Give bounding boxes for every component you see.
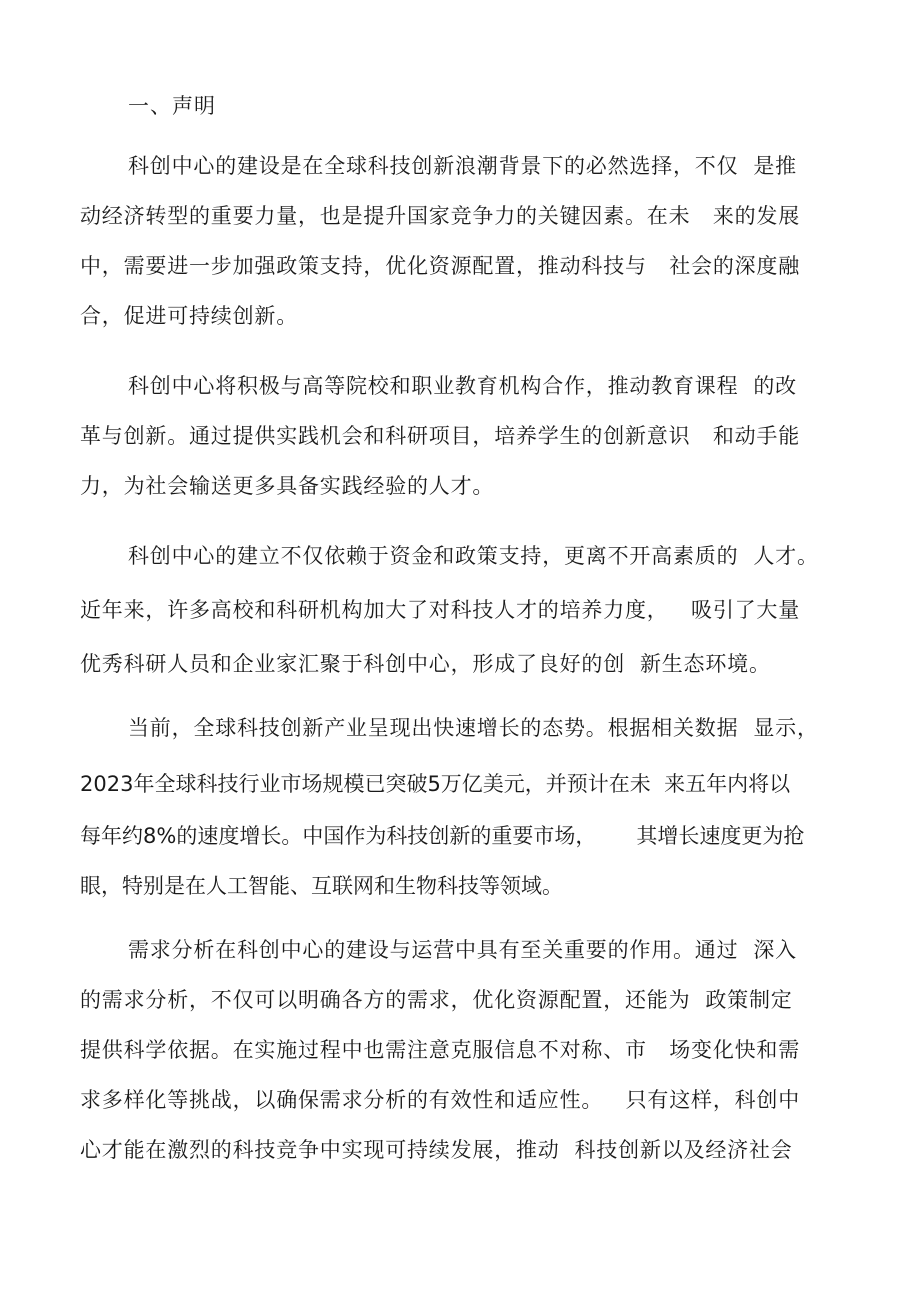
paragraph-line: 科创中心的建设是在全球科技创新浪潮背景下的必然选择，不仅 是推 — [128, 154, 797, 178]
paragraph-line: 合，促进可持续创新。 — [80, 304, 298, 328]
paragraph-line: 中，需要进一步加强政策支持，优化资源配置，推动科技与 社会的深度融 — [80, 254, 801, 278]
paragraph-line: 科创中心将积极与高等院校和职业教育机构合作，推动教育课程 的改 — [128, 374, 797, 398]
paragraph-line: 心才能在激烈的科技竞争中实现可持续发展，推动 科技创新以及经济社会 — [80, 1138, 793, 1162]
paragraph-line: 革与创新。通过提供实践机会和科研项目，培养学生的创新意识 和动手能 — [80, 424, 801, 448]
paragraph-line: 近年来，许多高校和科研机构加大了对科技人才的培养力度， 吸引了大量 — [80, 598, 801, 622]
paragraph-line: 优秀科研人员和企业家汇聚于科创中心，形成了良好的创 新生态环境。 — [80, 652, 771, 676]
paragraph-line: 当前，全球科技创新产业呈现出快速增长的态势。根据相关数据 显示， — [128, 716, 819, 740]
paragraph-line: 力，为社会输送更多具备实践经验的人才。 — [80, 474, 495, 498]
paragraph-line: 提供科学依据。在实施过程中也需注意克服信息不对称、市 场变化快和需 — [80, 1038, 801, 1062]
paragraph-line: 每年约8%的速度增长。中国作为科技创新的重要市场， 其增长速度更为抢 — [80, 824, 805, 848]
section-heading: 一、声明 — [128, 94, 216, 118]
paragraph-line: 求多样化等挑战，以确保需求分析的有效性和适应性。 只有这样，科创中 — [80, 1088, 801, 1112]
paragraph-line: 2023年全球科技行业市场规模已突破5万亿美元，并预计在未 来五年内将以 — [80, 772, 791, 796]
paragraph-line: 的需求分析，不仅可以明确各方的需求，优化资源配置，还能为 政策制定 — [80, 988, 793, 1012]
paragraph-line: 眼，特别是在人工智能、互联网和生物科技等领域。 — [80, 874, 563, 898]
paragraph-line: 科创中心的建立不仅依赖于资金和政策支持，更离不开高素质的 人才。 — [128, 544, 819, 568]
paragraph-line: 需求分析在科创中心的建设与运营中具有至关重要的作用。通过 深入 — [128, 938, 797, 962]
paragraph-line: 动经济转型的重要力量，也是提升国家竞争力的关键因素。在未 来的发展 — [80, 204, 801, 228]
